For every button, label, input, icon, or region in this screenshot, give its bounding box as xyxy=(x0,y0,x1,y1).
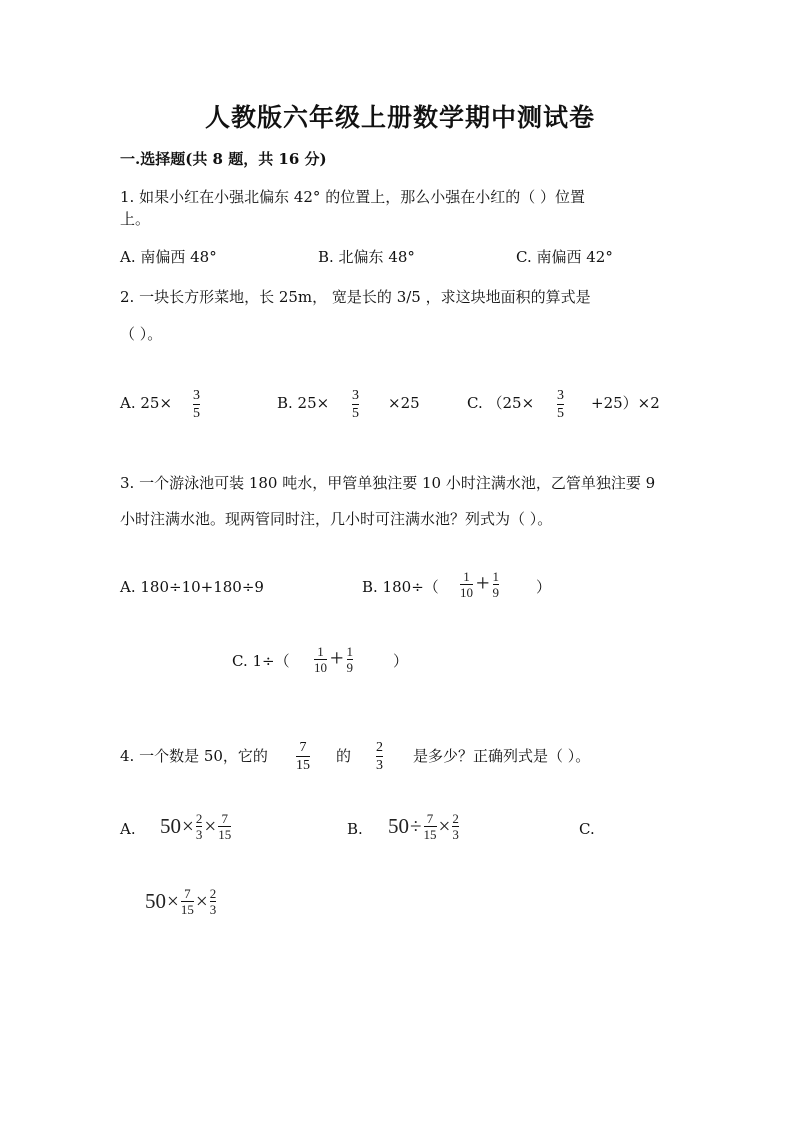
fraction-denominator: 3 xyxy=(195,827,203,842)
times-sign: × xyxy=(438,814,451,838)
fraction-denominator: 3 xyxy=(209,902,217,917)
q3-stem-line1: 3. 一个游泳池可装 180 吨水，甲管单独注要 10 小时注满水池，乙管单独注要 9 xyxy=(120,474,656,492)
fraction-seven-fifteenths xyxy=(424,812,437,841)
page-title: 人教版六年级上册数学期中测试卷 xyxy=(204,103,595,132)
q4-stem-middle: 的 xyxy=(336,747,352,765)
q1-option-a: A. 南偏西 48° xyxy=(120,248,217,266)
fraction-numerator: 7 xyxy=(221,811,228,826)
fraction-denominator: 5 xyxy=(193,406,200,421)
q3-stem-line2: 小时注满水池。现两管同时注，几小时可注满水池？列式为（ ）。 xyxy=(120,510,553,528)
q4-option-c-label: C. xyxy=(579,820,595,838)
q2-stem-line2: （ ）。 xyxy=(120,325,163,343)
fraction-denominator: 5 xyxy=(352,406,359,421)
fraction-one-tenth xyxy=(314,645,327,674)
fraction-denominator: 3 xyxy=(376,758,383,773)
fraction-denominator: 3 xyxy=(452,827,459,842)
q4-stem-suffix: 是多少？正确列式是（ ）。 xyxy=(413,747,591,765)
fraction-denominator: 10 xyxy=(314,660,327,675)
q2-stem-line1: 2. 一块长方形菜地，长 25m， 宽是长的 3/5 ，求这块地面积的算式是 xyxy=(120,288,591,306)
q4-fraction-two-thirds xyxy=(376,740,383,773)
q4-stem-prefix: 4. 一个数是 50，它的 xyxy=(120,747,268,765)
fraction-numerator: 1 xyxy=(317,644,324,659)
q3-option-a: A. 180÷10+180÷9 xyxy=(120,578,264,596)
fraction-numerator: 3 xyxy=(352,388,359,403)
times-sign: × xyxy=(204,814,217,838)
q2-option-b-fraction xyxy=(352,388,359,421)
fraction-one-tenth xyxy=(460,570,473,599)
plus-sign: + xyxy=(330,646,344,672)
q1-option-b: B. 北偏东 48° xyxy=(318,248,415,266)
fraction-numerator: 3 xyxy=(193,388,200,403)
fraction-denominator: 9 xyxy=(346,660,354,675)
fraction-numerator: 1 xyxy=(492,569,500,584)
q2-option-c-fraction xyxy=(557,388,564,421)
times-sign: × xyxy=(195,889,208,913)
times-sign: × xyxy=(167,889,179,913)
q3-option-c-suffix: ） xyxy=(393,652,409,670)
number-fifty: 50 xyxy=(160,814,181,838)
number-fifty: 50 xyxy=(388,814,409,838)
fraction-numerator: 2 xyxy=(195,811,203,826)
fraction-numerator: 3 xyxy=(557,388,564,403)
q4-option-b-expression xyxy=(388,812,460,841)
fraction-two-thirds xyxy=(452,812,459,841)
q4-fraction-seven-fifteenths xyxy=(296,740,310,773)
fraction-numerator: 2 xyxy=(376,740,383,755)
q3-option-b-suffix: ） xyxy=(536,578,552,596)
q4-option-a-expression xyxy=(160,812,232,841)
q2-option-c-text: C. （25× xyxy=(467,394,535,412)
q3-option-c-expression xyxy=(313,645,354,674)
q2-option-a-text: A. 25× xyxy=(120,394,173,412)
plus-sign: + xyxy=(476,571,490,597)
fraction-numerator: 1 xyxy=(463,569,470,584)
q1-stem-line2: 上。 xyxy=(120,210,151,228)
fraction-numerator: 7 xyxy=(426,811,434,826)
fraction-two-thirds xyxy=(210,887,217,916)
fraction-numerator: 1 xyxy=(346,644,354,659)
q1-option-c: C. 南偏西 42° xyxy=(516,248,613,266)
section-heading: 一.选择题(共 8 题，共 16 分) xyxy=(120,150,327,168)
fraction-seven-fifteenths xyxy=(181,887,194,916)
q3-option-b-expression xyxy=(459,570,500,599)
q4-option-c-expression xyxy=(145,887,217,916)
fraction-denominator: 15 xyxy=(218,827,232,842)
fraction-one-ninth xyxy=(493,570,500,599)
divide-sign: ÷ xyxy=(410,814,422,838)
fraction-denominator: 15 xyxy=(180,902,194,917)
fraction-seven-fifteenths xyxy=(218,812,231,841)
q4-option-a-label: A. xyxy=(120,820,136,838)
fraction-numerator: 7 xyxy=(184,886,191,901)
fraction-denominator: 15 xyxy=(423,827,437,842)
fraction-numerator: 2 xyxy=(452,811,459,826)
q3-option-c-text: C. 1÷（ xyxy=(232,652,290,670)
fraction-numerator: 2 xyxy=(209,886,217,901)
times-sign: × xyxy=(182,814,194,838)
fraction-one-ninth xyxy=(347,645,354,674)
fraction-numerator: 7 xyxy=(299,740,307,755)
q2-option-b-text: B. 25× xyxy=(277,394,330,412)
q1-stem-line1: 1. 如果小红在小强北偏东 42° 的位置上，那么小强在小红的（ ）位置 xyxy=(120,188,585,206)
q2-option-c-suffix: +25）×2 xyxy=(591,394,660,412)
number-fifty: 50 xyxy=(145,889,166,913)
q2-option-a-fraction xyxy=(193,388,200,421)
q2-option-b-suffix: ×25 xyxy=(388,394,420,412)
q3-option-b-text: B. 180÷（ xyxy=(362,578,439,596)
fraction-denominator: 5 xyxy=(557,406,564,421)
q4-option-b-label: B. xyxy=(347,820,363,838)
fraction-denominator: 9 xyxy=(492,585,500,600)
fraction-denominator: 10 xyxy=(460,585,473,600)
fraction-denominator: 15 xyxy=(296,758,310,773)
fraction-two-thirds xyxy=(196,812,203,841)
